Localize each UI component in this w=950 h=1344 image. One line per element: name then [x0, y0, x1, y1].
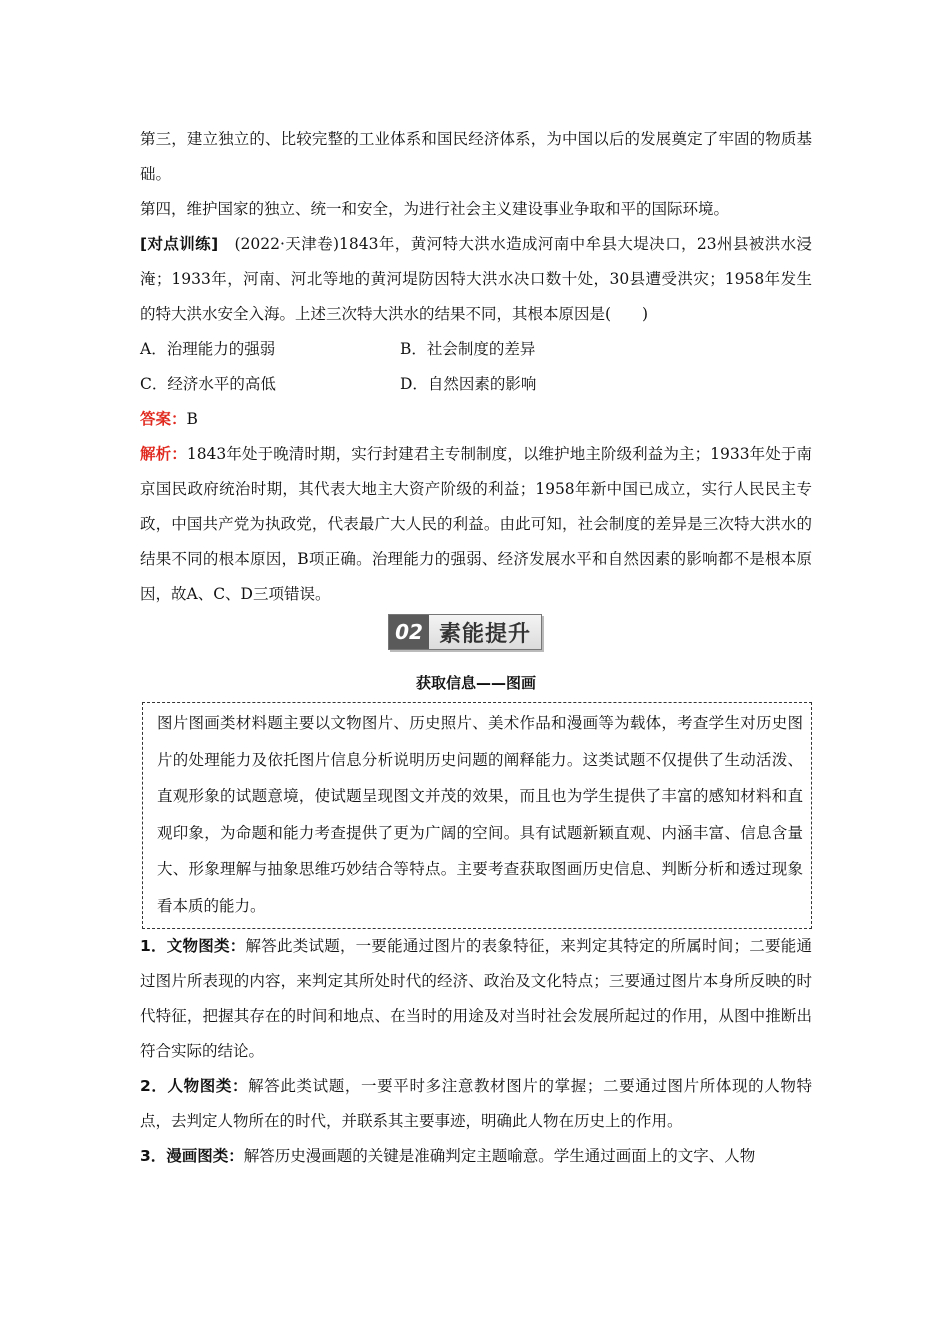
info-box-text: 图片图画类材料题主要以文物图片、历史照片、美术作品和漫画等为载体，考查学生对历史图片的处理能力及依托图片信息分析说明历史问题的阐释能力。这类试题不仅提供了生动活泼、直观形象的试题意境，使试题呈现图文并茂的效果，而且也为学生提供了丰富的感知材料和直观印象，为命题和能力考查提供了更为广阔的空间。具有试题新颖直观、内涵丰富、信息含量大、形象理解与抽象思维巧妙结合等特点。主要考查获取图画历史信息、判断分析和透过现象看本质的能力。 [157, 714, 803, 915]
section-title: 获取信息——图画 [415, 674, 536, 692]
answer-line [140, 402, 812, 437]
exercise-tag: [对点训练] [140, 235, 219, 253]
item-1 [140, 929, 812, 1069]
section-banner-wrap [140, 612, 812, 662]
item-2 [140, 1069, 812, 1139]
info-box [142, 702, 812, 929]
exercise-question: (2022·天津卷)1843年，黄河特大洪水造成河南中牟县大堤决口，23州县被洪水浸淹；1933年，河南、河北等地的黄河堤防因特大洪水决口数十处，30县遭受洪灾；1958年发生的特大洪水安全入海。上述三次特大洪水的结果不同，其根本原因是( ) [140, 235, 813, 323]
document-page [140, 122, 812, 1174]
paragraph-third: 第三，建立独立的、比较完整的工业体系和国民经济体系，为中国以后的发展奠定了牢固的物质基础。 [140, 130, 812, 183]
item-2-text: 解答此类试题，一要平时多注意教材图片的掌握；二要通过图片所体现的人物特点，去判定人物所在的时代，并联系其主要事迹，明确此人物在历史上的作用。 [140, 1077, 812, 1130]
analysis-paragraph [140, 437, 812, 612]
section-banner [388, 614, 542, 650]
item-3-text: 解答历史漫画题的关键是准确判定主题喻意。学生通过画面上的文字、人物 [243, 1147, 756, 1165]
item-2-label: 2．人物图类： [140, 1077, 249, 1095]
options-row-2 [140, 367, 812, 402]
exercise-stem [140, 227, 812, 332]
option-d: D．自然因素的影响 [400, 375, 537, 393]
analysis-text: 1843年处于晚清时期，实行封建君主专制制度，以维护地主阶级利益为主；1933年处于南京国民政府统治时期，其代表大地主大资产阶级的利益；1958年新中国已成立，实行人民民主专政，中国共产党为执政党，代表最广大人民的利益。由此可知，社会制度的差异是三次特大洪水的结果不同的根本原因，B项正确。治理能力的强弱、经济发展水平和自然因素的影响都不是根本原因，故A、C、D三项错误。 [140, 445, 812, 603]
item-1-label: 1．文物图类： [140, 937, 246, 955]
banner-number: 02 [389, 615, 429, 649]
answer-label: 答案： [140, 410, 187, 428]
item-1-text: 解答此类试题，一要能通过图片的表象特征，来判定其特定的所属时间；二要能通过图片所表现的内容，来判定其所处时代的经济、政治及文化特点；三要通过图片本身所反映的时代特征，把握其存在的时间和地点、在当时的用途及对当时社会发展所起过的作用，从图中推断出符合实际的结论。 [140, 937, 812, 1060]
paragraph-fourth: 第四，维护国家的独立、统一和安全，为进行社会主义建设事业争取和平的国际环境。 [140, 200, 730, 218]
options-row-1 [140, 332, 812, 367]
option-b: B．社会制度的差异 [400, 340, 536, 358]
item-3-label: 3．漫画图类： [140, 1147, 244, 1165]
item-3 [140, 1139, 812, 1174]
option-a: A．治理能力的强弱 [140, 340, 276, 358]
analysis-label: 解析： [140, 445, 187, 463]
option-c: C．经济水平的高低 [140, 375, 276, 393]
answer-value: B [186, 410, 198, 428]
banner-title: 素能提升 [429, 615, 541, 649]
